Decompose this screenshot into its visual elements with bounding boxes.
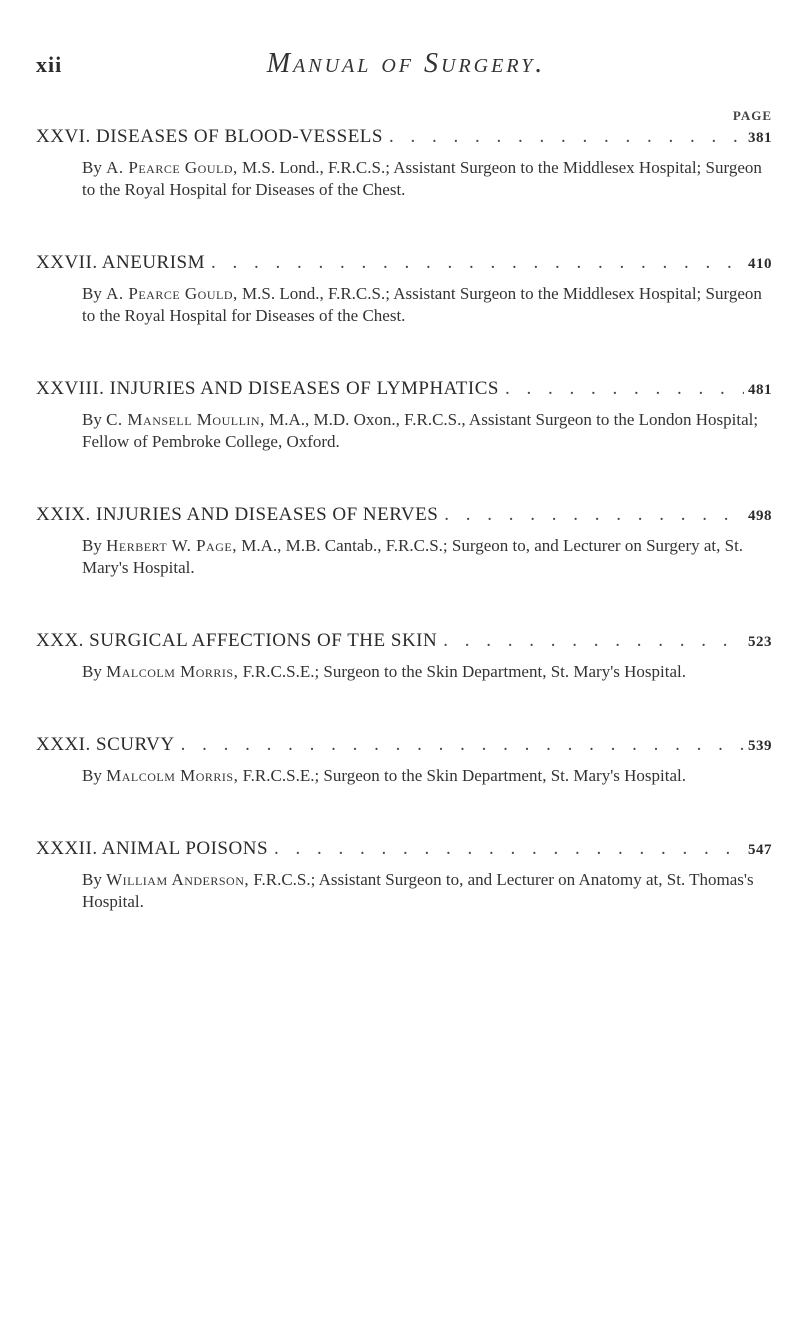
author-credentials: M.A., M.D. Oxon., F.R.C.S., Assistant Surgeon to the London Hospital; Fellow of Pembroke College, Oxford. [82, 410, 759, 451]
chapter-title: DISEASES OF BLOOD-VESSELS [96, 126, 383, 147]
author-credentials: F.R.C.S.E.; Surgeon to the Skin Department, St. Mary's Hospital. [238, 766, 686, 785]
entry-title [36, 836, 268, 862]
page-column-label: PAGE [732, 108, 772, 123]
author-name: William Anderson, [106, 870, 250, 889]
entry-heading [36, 502, 772, 529]
author-name: C. Mansell Moullin, [106, 410, 265, 429]
author-prefix: By [82, 536, 107, 555]
chapter-number: XXVIII. [36, 378, 105, 399]
entry-heading [36, 732, 772, 759]
page-ref: 381 [748, 130, 772, 146]
entry-heading [36, 836, 772, 863]
page-number: xii [36, 52, 63, 77]
toc-entry [36, 836, 772, 913]
chapter-number: XXVI. [36, 126, 91, 147]
author-credit [82, 765, 762, 787]
page-ref: 498 [748, 508, 772, 524]
author-prefix: By [82, 284, 107, 303]
entry-title [36, 502, 438, 528]
running-title: Manual of Surgery. [266, 48, 546, 79]
chapter-title: INJURIES AND DISEASES OF NERVES [96, 504, 439, 525]
author-credit [82, 283, 762, 327]
entry-title [36, 732, 175, 758]
entry-title [36, 376, 499, 402]
chapter-title: SCURVY [96, 734, 175, 755]
chapter-number: XXVII. [36, 252, 98, 273]
toc-entry [36, 732, 772, 787]
entry-title [36, 250, 205, 276]
author-prefix: By [82, 158, 107, 177]
chapter-title: SURGICAL AFFECTIONS OF THE SKIN [89, 630, 438, 651]
author-prefix: By [82, 410, 107, 429]
entry-heading [36, 376, 772, 403]
dot-leader [383, 124, 744, 150]
chapter-title: ANEURISM [101, 252, 206, 273]
dot-leader [175, 732, 744, 758]
author-name: Malcolm Morris, [106, 766, 239, 785]
toc-entry [36, 502, 772, 579]
page-ref: 539 [748, 738, 772, 754]
dot-leader [205, 250, 744, 276]
author-name: Malcolm Morris, [106, 662, 239, 681]
author-credit [82, 157, 762, 201]
author-name: Herbert W. Page, [106, 536, 237, 555]
author-credit [82, 869, 762, 913]
toc-entry [36, 628, 772, 683]
author-credit [82, 661, 762, 683]
page-ref: 523 [748, 634, 772, 650]
dot-leader [499, 376, 744, 402]
author-name: A. Pearce Gould, [106, 284, 238, 303]
author-prefix: By [82, 662, 107, 681]
chapter-number: XXXI. [36, 734, 91, 755]
author-credentials: M.S. Lond., F.R.C.S.; Assistant Surgeon to the Middlesex Hospital; Surgeon to the Royal Hospital for Diseases of the Chest. [82, 158, 762, 199]
author-prefix: By [82, 870, 107, 889]
author-credentials: F.R.C.S.E.; Surgeon to the Skin Department, St. Mary's Hospital. [238, 662, 686, 681]
page-header [36, 44, 776, 84]
entry-heading [36, 628, 772, 655]
author-credentials: F.R.C.S.; Assistant Surgeon to, and Lecturer on Anatomy at, St. Thomas's Hospital. [82, 870, 754, 911]
author-credentials: M.A., M.B. Cantab., F.R.C.S.; Surgeon to, and Lecturer on Surgery at, St. Mary's Hospital. [82, 536, 744, 577]
author-credentials: M.S. Lond., F.R.C.S.; Assistant Surgeon to the Middlesex Hospital; Surgeon to the Royal Hospital for Diseases of the Chest. [82, 284, 762, 325]
chapter-number: XXX. [36, 630, 84, 651]
toc-entry [36, 250, 772, 327]
entry-heading [36, 124, 772, 151]
page-ref: 547 [748, 842, 772, 858]
toc-entry [36, 376, 772, 453]
dot-leader [437, 628, 744, 654]
author-name: A. Pearce Gould, [106, 158, 238, 177]
dot-leader [438, 502, 744, 528]
chapter-title: ANIMAL POISONS [101, 838, 269, 859]
entry-heading [36, 250, 772, 277]
page-ref: 410 [748, 256, 772, 272]
author-credit [82, 409, 762, 453]
author-credit [82, 535, 762, 579]
toc-entry [36, 124, 772, 201]
page-ref: 481 [748, 382, 772, 398]
chapter-title: INJURIES AND DISEASES OF LYMPHATICS [109, 378, 499, 399]
entry-title [36, 628, 437, 654]
dot-leader [268, 836, 744, 862]
table-of-contents [36, 124, 772, 913]
chapter-number: XXIX. [36, 504, 91, 525]
entry-title [36, 124, 383, 150]
author-prefix: By [82, 766, 107, 785]
chapter-number: XXXII. [36, 838, 98, 859]
